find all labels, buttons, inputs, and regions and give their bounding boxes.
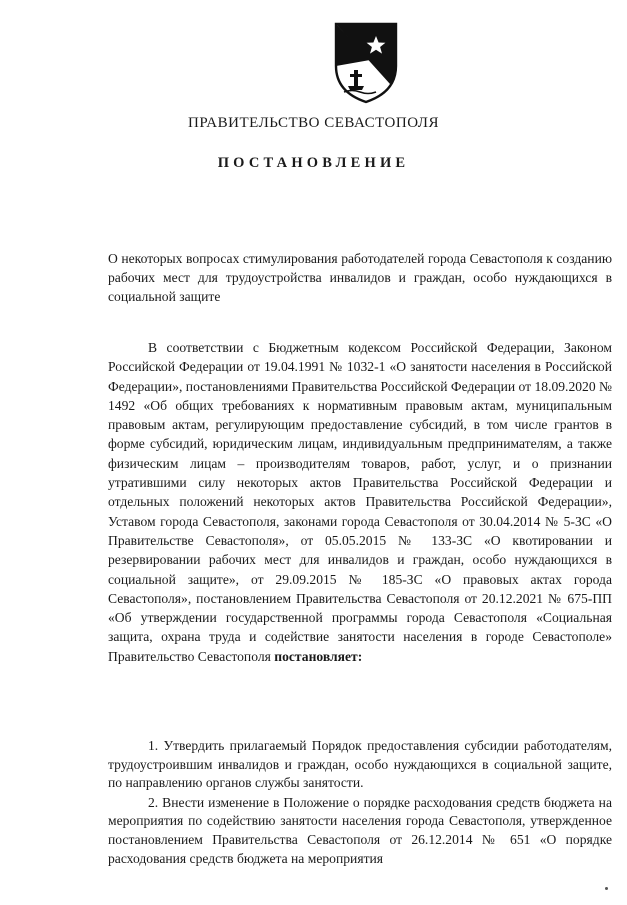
document-subject: О некоторых вопросах стимулирования работодателей города Севастополя к созданию рабочих мест для трудоустройства инвалидов и граждан, особо нуждающихся в социальной защите	[108, 251, 612, 305]
organization-name: ПРАВИТЕЛЬСТВО СЕВАСТОПОЛЯ	[188, 115, 439, 131]
preamble-text: В соответствии с Бюджетным кодексом Российской Федерации, Законом Российской Федерации от 19.04.1991 № 1032-1 «О занятости населения в Российской Федерации», постановлениями Правительства Российской Федерации от 18.09.2020 № 1492 «Об общих требованиях к нормативным правовым актам, муниципальным правовым актам, регулирующим предоставление субсидий, в том числе грантов в форме субсидий, юридическим лицам, индивидуальным предпринимателям, а также физическим лицам – производителям товаров, работ, услуг, и о признании утратившими силу некоторых актов Правительства Российской Федерации и отдельных положений некоторых актов Правительства Российской Федерации», Уставом города Севастополя, законами города Севастополя от 30.04.2014 № 5-ЗС «О Правительстве Севастополя», от 05.05.2015 № 133-ЗС «О квотировании и резервировании рабочих мест для инвалидов и граждан, особо нуждающихся в социальной защите», от 29.09.2015 № 185-ЗС «О правовых актах города Севастополя», постановлением Правительства Севастополя от 20.12.2021 № 675-ПП «Об утверждении государственной программы города Севастополя «Социальная защита, охрана труда и содействие занятости населения в городе Севастополе» Правительство Севастополя	[108, 340, 613, 664]
sevastopol-coat-of-arms-icon	[330, 18, 402, 106]
page-mark	[605, 887, 608, 890]
resolution-items	[108, 737, 612, 868]
preamble-paragraph	[108, 338, 612, 666]
resolution-item-1: 1. Утвердить прилагаемый Порядок предоставления субсидии работодателям, трудоустроившим инвалидов и граждан, особо нуждающихся в социальной защите, по направлению органов службы занятости.	[108, 738, 612, 791]
resolves-word: постановляет:	[274, 648, 363, 664]
resolution-item-2: 2. Внести изменение в Положение о порядке расходования средств бюджета на мероприятия по содействию занятости населения города Севастополя, утвержденное постановлением Правительства Севастополя от 26.12.2014 № 651 «О порядке расходования средств бюджета на мероприятия	[108, 794, 612, 866]
document-type: ПОСТАНОВЛЕНИЕ	[217, 155, 410, 171]
